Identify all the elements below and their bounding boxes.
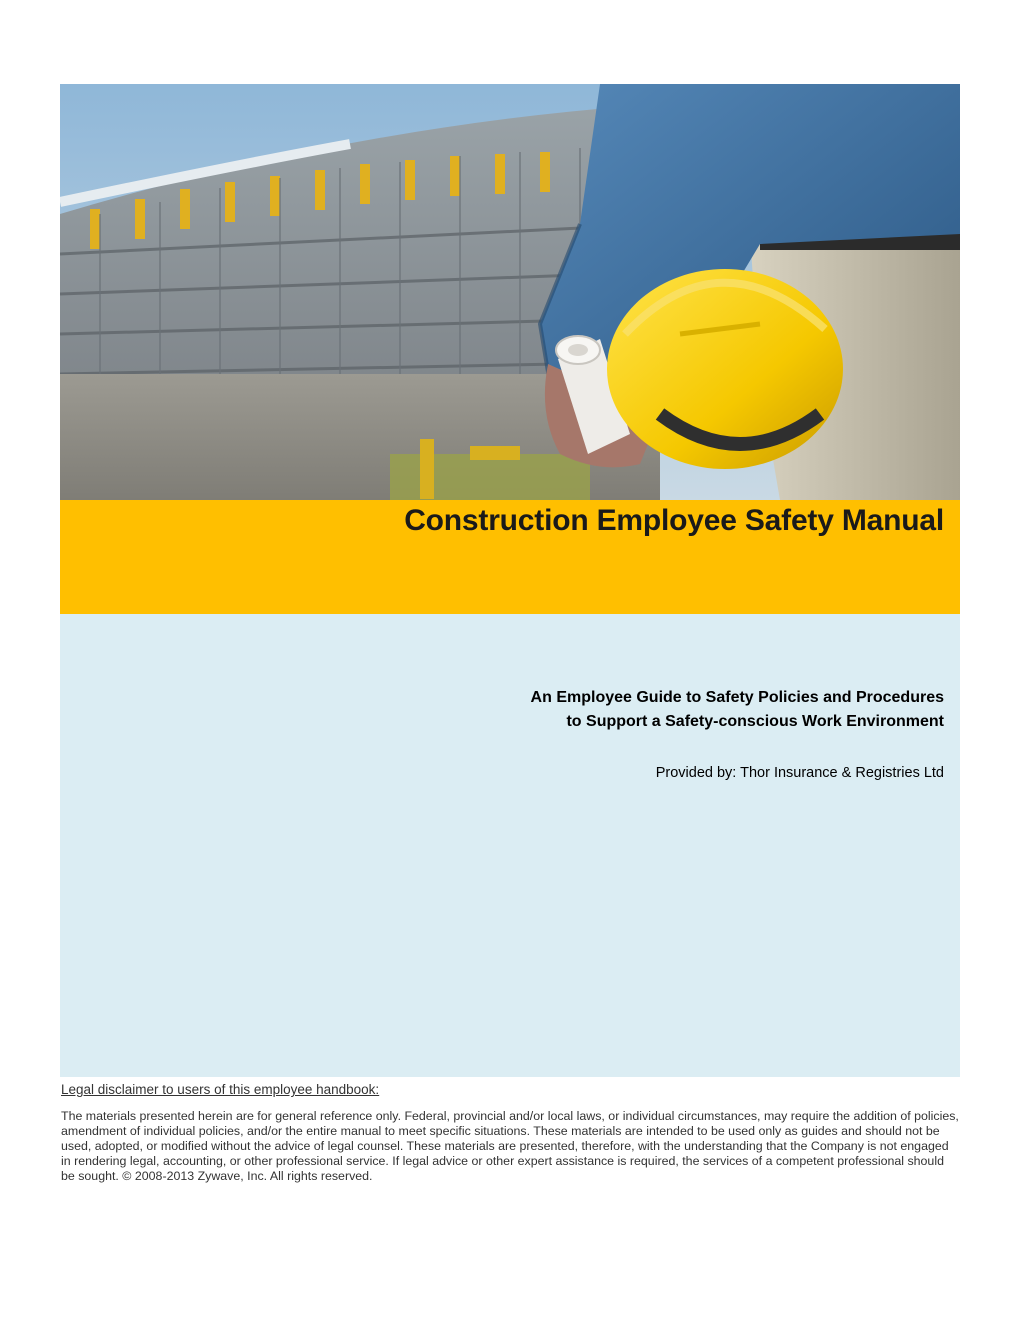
construction-worker-image (60, 84, 960, 500)
title-band (60, 500, 960, 614)
subtitle-panel (60, 614, 960, 1077)
manual-title: Construction Employee Safety Manual (404, 504, 944, 537)
provided-by: Provided by: Thor Insurance & Registries Ltd (655, 765, 944, 781)
subtitle-line-2: to Support a Safety-conscious Work Environment (566, 713, 944, 730)
cover-photo (60, 84, 960, 500)
disclaimer-heading: Legal disclaimer to users of this employee handbook: (61, 1082, 380, 1097)
manual-subtitle (531, 686, 944, 734)
disclaimer-body: The materials presented herein are for general reference only. Federal, provincial and/or local laws, or individual circumstances, may require the addition of policies, amendment of individual policies, and/or the entire manual to meet specific situations. These materials are intended to be used only as guides and should not be used, adopted, or modified without the advice of legal counsel. These materials are presented, therefore, with the understanding that the Company is not engaged in rendering legal, accounting, or other professional service. If legal advice or other expert assistance is required, the services of a competent professional should be sought. © 2008-2013 Zywave, Inc. All rights reserved. (61, 1109, 959, 1183)
subtitle-line-1: An Employee Guide to Safety Policies and Procedures (530, 689, 944, 706)
